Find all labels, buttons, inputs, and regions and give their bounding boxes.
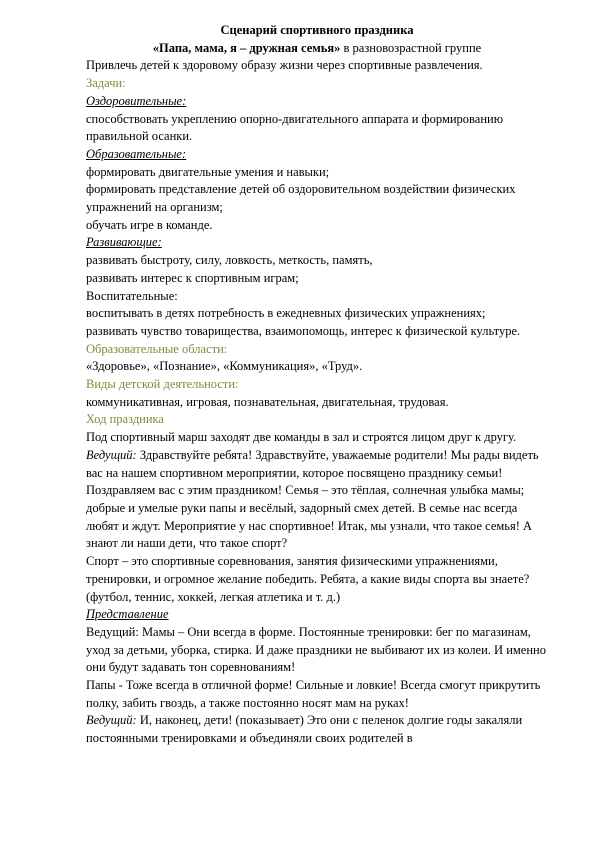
host-label: Ведущий: [86,624,139,639]
host-speech [86,624,548,677]
upbringing-item: развивать чувство товарищества, взаимопомощь, интерес к физической культуре. [86,323,521,338]
activities-text: коммуникативная, игровая, познавательная, двигательная, трудовая. [86,394,449,409]
host-label: Ведущий: [86,447,137,462]
goal-text: Привлечь детей к здоровому образу жизни через спортивные развлечения. [86,58,483,73]
host-speech [86,447,548,553]
document-body [86,22,548,748]
host-label: Ведущий: [86,713,137,728]
edu-item: формировать двигательные умения и навыки; [86,164,330,179]
upbringing-heading: Воспитательные: [86,288,178,303]
areas-heading: Образовательные области: [86,341,228,356]
sport-text: Спорт – это спортивные соревнования, занятия физическими упражнениями, тренировки, и огромное желание победить. Ребята, а какие виды спорта вы знаете? (футбол, теннис, хоккей, легкая атлетика и т. д.) [86,554,530,604]
subtitle-bold: «Папа, мама, я – дружная семья» [152,40,341,55]
subtitle-rest: в разновозрастной группе [340,40,482,55]
host-speech [86,712,548,747]
dev-item: развивать интерес к спортивным играм; [86,270,299,285]
edu-item: обучать игре в команде. [86,217,213,232]
health-text: способствовать укреплению опорно-двигательного аппарата и формированию правильной осанки. [86,111,504,144]
presentation-heading: Представление [86,607,169,622]
activities-heading: Виды детской деятельности: [86,377,239,392]
edu-item: формировать представление детей об оздоровительном воздействии физических упражнений на организм; [86,182,516,215]
host-text: И, наконец, дети! (показывает) Это они с пеленок долгие годы закаляли постоянными тренировками и объединяли своих родителей в [86,713,523,746]
dev-heading: Развивающие: [86,235,162,250]
document-title: Сценарий спортивного праздника [220,23,414,37]
host-text: Мамы – Они всегда в форме. Постоянные тренировки: бег по магазинам, уход за детьми, уборка, стирка. И даже праздники не выбивают их из колеи. И именно они будут задавать тон соревнованиям! [86,624,546,675]
course-intro: Под спортивный марш заходят две команды в зал и строятся лицом друг к другу. [86,430,517,445]
host-text: Здравствуйте ребята! Здравствуйте, уважаемые родители! Мы рады видеть вас на нашем спортивном мероприятии, которое посвящено празднику семьи! Поздравляем вас с этим праздником! Семья – это тёплая, солнечная улыбка мамы; добрые и умелые руки папы и весёлый, задорный смех детей. В семье нас всегда любят и ждут. Мероприятие у нас спортивное! Итак, мы узнали, что такое семья! А знают ли наши дети, что такое спорт? [86,447,539,551]
upbringing-item: воспитывать в детях потребность в ежедневных физических упражнениях; [86,306,486,321]
document-subtitle [86,40,548,58]
health-heading: Оздоровительные: [86,93,187,108]
areas-text: «Здоровье», «Познание», «Коммуникация», «Труд». [86,359,363,374]
dads-text: Папы - Тоже всегда в отличной форме! Сильные и ловкие! Всегда смогут прикрутить полку, забить гвоздь, а также постоянно носят мам на руках! [86,678,541,710]
course-heading: Ход праздника [86,412,164,427]
tasks-heading: Задачи: [86,76,126,91]
dev-item: развивать быстроту, силу, ловкость, меткость, память, [86,253,373,268]
edu-heading: Образовательные: [86,146,187,161]
